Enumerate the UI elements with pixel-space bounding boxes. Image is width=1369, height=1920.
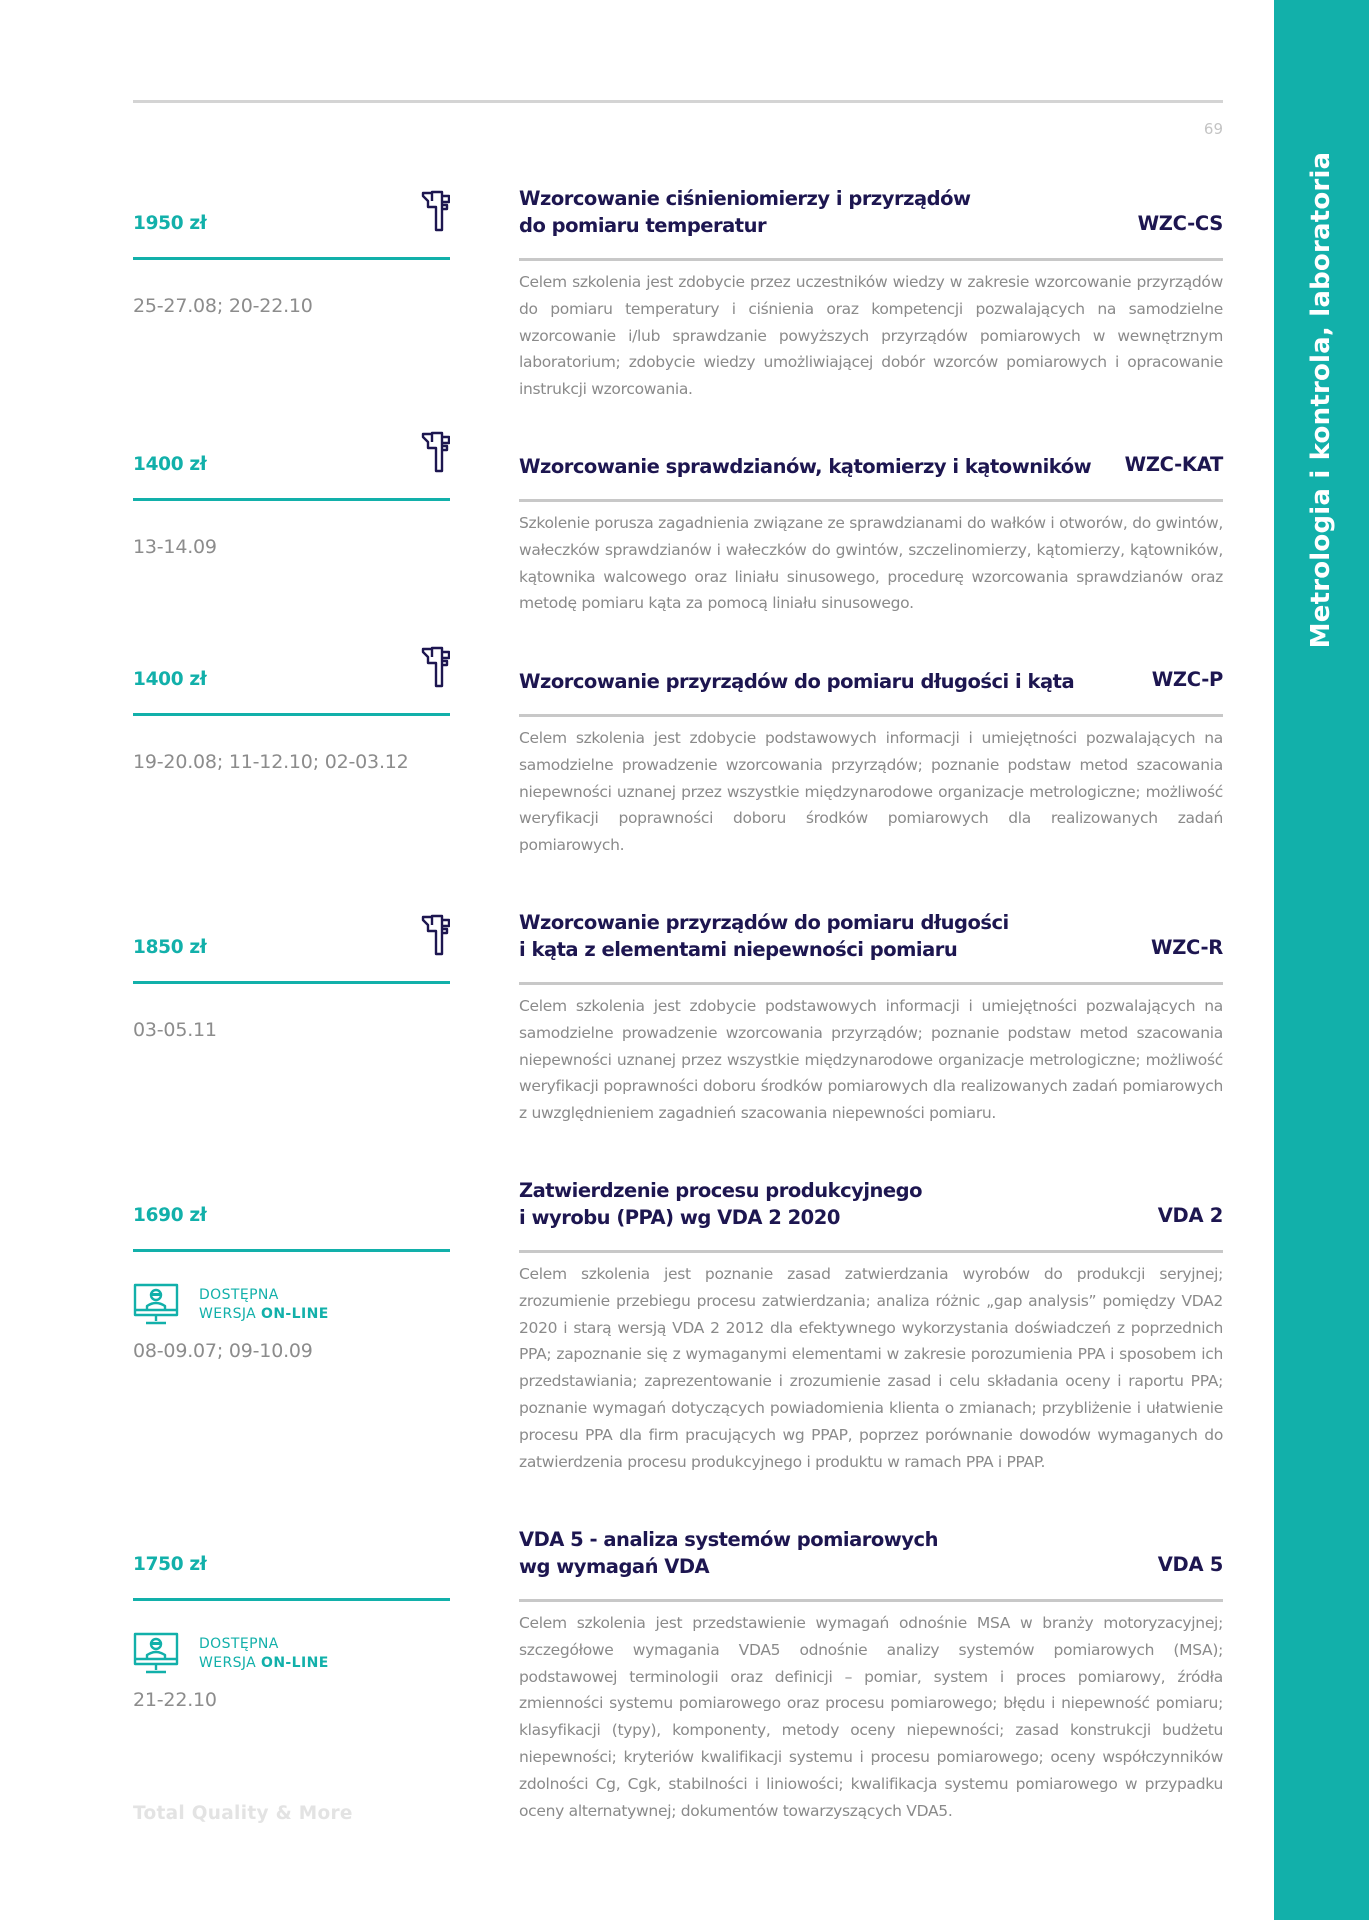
- price-rule: [133, 257, 450, 260]
- course-dates: 25-27.08; 20-22.10: [133, 295, 313, 317]
- course-description: Celem szkolenia jest zdobycie podstawowych informacji i umiejętności pozwalających na samodzielne prowadzenie wzorcowania przyrządów; poznanie podstaw metod szacowania niepewności uznanej przez wszystkie międzynarodowe organizacje metrologiczne; możliwość weryfikacji poprawności doboru środków pomiarowych dla realizowanych zadań pomiarowych z uwzględnieniem zagadnień szacowania niepewności pomiaru.: [519, 997, 1223, 1123]
- course-title: Wzorcowanie przyrządów do pomiaru długości i kąta z elementami niepewności pomiaru: [519, 911, 1009, 961]
- online-label-line2: WERSJA ON-LINE: [199, 1306, 329, 1322]
- course-price: 1400 zł: [133, 454, 207, 475]
- header-rule: [133, 100, 1223, 103]
- course-dates: 13-14.09: [133, 536, 217, 558]
- course-description: Szkolenie porusza zagadnienia związane ze sprawdzianami do wałków i otworów, do gwintów, wałeczków sprawdzianów i wałeczków do gwintów, szczelinomierzy, kątomierzy, kątowników, kątownika walcowego oraz liniału sinusowego, procedurę wzorcowania sprawdzianów oraz metodę pomiaru kąta za pomocą liniału sinusowego.: [519, 514, 1223, 613]
- course-code: WZC-P: [1151, 668, 1223, 691]
- title-rule: [519, 714, 1223, 717]
- course-dates: 19-20.08; 11-12.10; 02-03.12: [133, 751, 409, 773]
- online-version-label: [199, 1286, 329, 1324]
- course-price: 1400 zł: [133, 669, 207, 690]
- course-description: Celem szkolenia jest zdobycie podstawowych informacji i umiejętności pozwalających na samodzielne prowadzenie wzorcowania przyrządów; poznanie podstaw metod szacowania niepewności uznanej przez wszystkie międzynarodowe organizacje metrologiczne; możliwość weryfikacji poprawności doboru środków pomiarowych dla realizowanych zadań pomiarowych.: [519, 729, 1223, 855]
- course-title: Zatwierdzenie procesu produkcyjnego i wyrobu (PPA) wg VDA 2 2020: [519, 1179, 923, 1229]
- course-code: WZC-CS: [1137, 212, 1223, 235]
- price-rule: [133, 713, 450, 716]
- price-rule: [133, 1249, 450, 1252]
- course-title: Wzorcowanie przyrządów do pomiaru długości i kąta: [519, 670, 1075, 693]
- online-version-badge: [133, 1631, 450, 1675]
- title-rule: [519, 982, 1223, 985]
- course-price: 1690 zł: [133, 1205, 207, 1226]
- online-label-line2: WERSJA ON-LINE: [199, 1655, 329, 1671]
- course-title: Wzorcowanie ciśnieniomierzy i przyrządów do pomiaru temperatur: [519, 187, 971, 237]
- course-code: WZC-KAT: [1124, 453, 1223, 476]
- title-rule: [519, 1599, 1223, 1602]
- online-version-badge: [133, 1282, 450, 1326]
- footer-brand: Total Quality & More: [133, 1803, 353, 1824]
- course-description: Celem szkolenia jest zdobycie przez uczestników wiedzy w zakresie wzorcowanie przyrządów do pomiaru temperatury i ciśnienia oraz kompetencji pozwalających na samodzielne wzorcowanie i/lub sprawdzanie powyższych przyrządów pomiarowych w wewnętrznym laboratorium; zdobycie wiedzy umożliwiającej dobór wzorców pomiarowych i opracowanie instrukcji wzorcowania.: [519, 273, 1223, 399]
- course-price: 1750 zł: [133, 1554, 207, 1575]
- course-description: Celem szkolenia jest przedstawienie wymagań odnośnie MSA w branży motoryzacyjnej; szczegółowe wymagania VDA5 odnośnie analizy systemów pomiarowych (MSA); podstawowej terminologii oraz definicji – pomiar, system i proces pomiarowy, źródła zmienności systemu pomiarowego oraz procesu pomiarowego; błędu i niepewność pomiaru; klasyfikacji (typy), komponenty, metody oceny niepewności; zasad konstrukcji budżetu niepewności; kryteriów kwalifikacji systemu i procesu pomiarowego; oceny współczynników zdolności Cg, Cgk, stabilności i liniowości; kwalifikacja systemu pomiarowego w przypadku oceny alternatywnej; dokumentów towarzyszących VDA5.: [519, 1614, 1223, 1820]
- online-label-line1: DOSTĘPNA: [199, 1287, 279, 1303]
- course-price: 1850 zł: [133, 937, 207, 958]
- section-title: Metrologia i kontrola, laboratoria: [1306, 151, 1336, 649]
- course-dates: 21-22.10: [133, 1689, 217, 1711]
- course-code: VDA 5: [1157, 1553, 1223, 1576]
- page-number: 69: [1203, 120, 1223, 138]
- course-description: Celem szkolenia jest poznanie zasad zatwierdzania wyrobów do produkcji seryjnej; zrozumienie przebiegu procesu zatwierdzania; analiza różnic „gap analysis” pomiędzy VDA2 2020 i starą wersją VDA 2 2012 dla efektywnego wykorzystania doświadczeń z poprzednich PPA; zapoznanie się z wymaganymi elementami w zakresie porozumienia PPA i sposobem ich przedstawiania; zaprezentowanie i zrozumienie zasad i celu składania oceny i raportu PPA; poznanie wymagań dotyczących powiadomienia klienta o zmianach; przybliżenie i ułatwienie procesu PPA dla firm pracujących wg PPAP, poprzez porównanie dowodów wymaganych do zatwierdzenia procesu produkcyjnego i produktu w ramach PPA i PPAP.: [519, 1265, 1223, 1471]
- caliper-icon: [420, 914, 450, 956]
- price-rule: [133, 981, 450, 984]
- price-rule: [133, 1598, 450, 1601]
- course-title: VDA 5 - analiza systemów pomiarowych wg wymagań VDA: [519, 1528, 938, 1578]
- title-rule: [519, 499, 1223, 502]
- caliper-icon: [420, 646, 450, 688]
- course-price: 1950 zł: [133, 213, 207, 234]
- caliper-icon: [420, 431, 450, 473]
- price-rule: [133, 498, 450, 501]
- course-title: Wzorcowanie sprawdzianów, kątomierzy i kątowników: [519, 455, 1092, 478]
- course-dates: 08-09.07; 09-10.09: [133, 1340, 313, 1362]
- online-version-label: [199, 1635, 329, 1673]
- title-rule: [519, 1250, 1223, 1253]
- online-monitor-icon: [133, 1631, 179, 1675]
- online-monitor-icon: [133, 1282, 179, 1326]
- course-code: VDA 2: [1157, 1204, 1223, 1227]
- course-dates: 03-05.11: [133, 1019, 217, 1041]
- title-rule: [519, 258, 1223, 261]
- course-code: WZC-R: [1150, 936, 1223, 959]
- online-label-line1: DOSTĘPNA: [199, 1636, 279, 1652]
- caliper-icon: [420, 190, 450, 232]
